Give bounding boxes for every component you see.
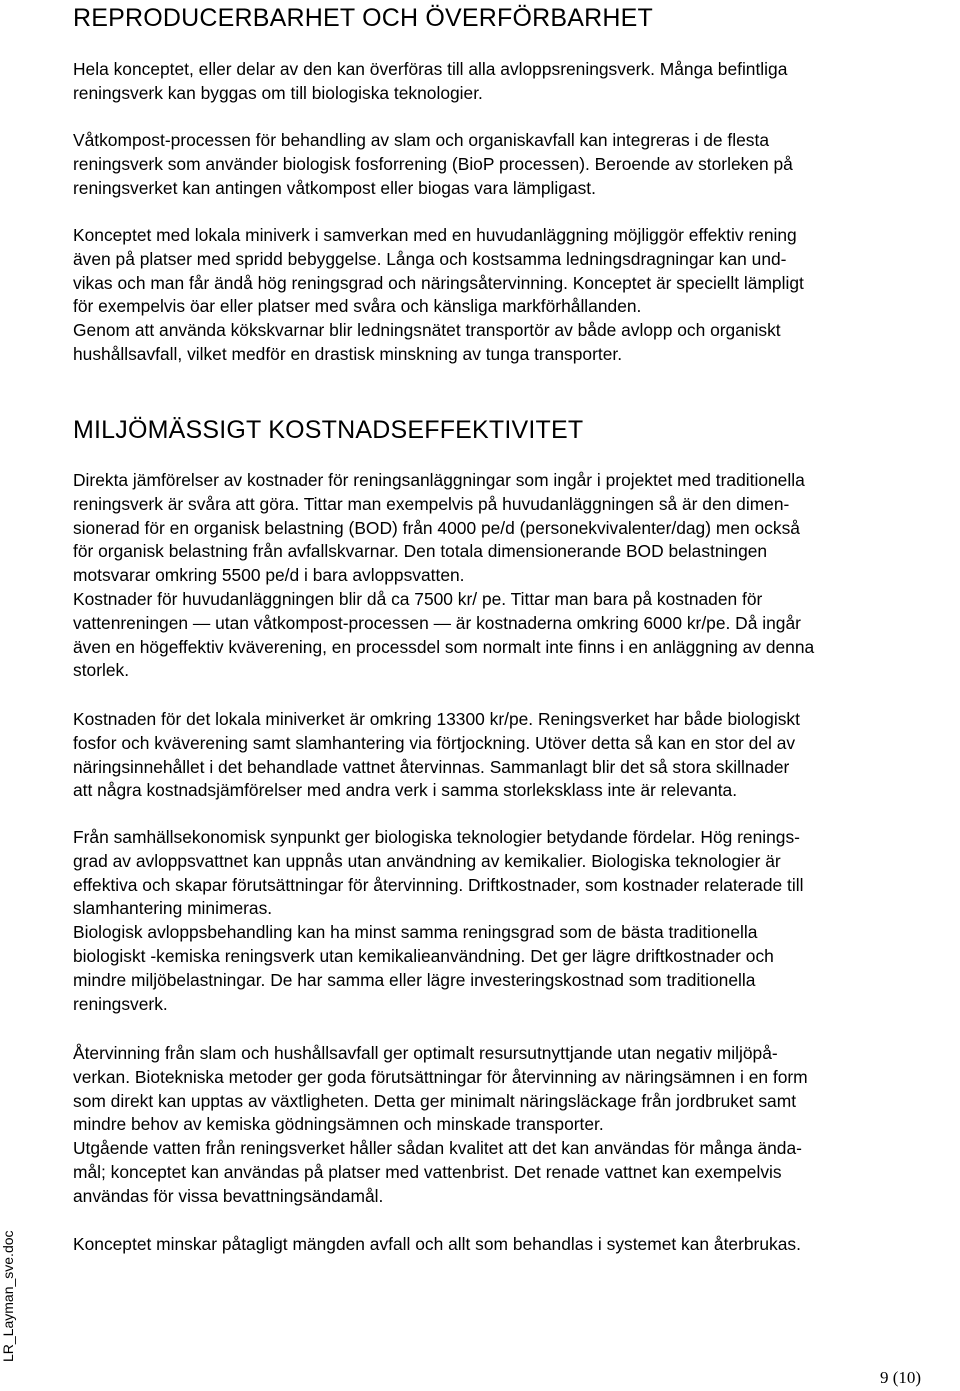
document-filename: LR_Layman_sve.doc — [0, 1230, 16, 1362]
text-line: reningsverk kan byggas om till biologiska teknologier. — [73, 82, 483, 103]
text-line: reningsverk. — [73, 993, 168, 1014]
text-line: mindre behov av kemiska gödningsämnen och minskade transporter. — [73, 1114, 604, 1135]
text-line: Våtkompost-processen för behandling av slam och organiskavfall kan integreras i de flesta — [73, 130, 769, 150]
text-line: användas för vissa bevattningsändamål. — [73, 1185, 384, 1206]
text-line: biologiskt -kemiska reningsverk utan kemikalieanvändning. Det ger lägre driftkostnader och — [73, 945, 774, 966]
text-line: vattenreningen — utan våtkompost-processen — är kostnaderna omkring 6000 kr/pe. Då ingår — [73, 612, 801, 633]
text-line: Biologisk avloppsbehandling kan ha minst samma reningsgrad som de bästa traditionella — [73, 922, 758, 943]
text-line: Direkta jämförelser av kostnader för reningsanläggningar som ingår i projektet med traditionella — [73, 470, 805, 490]
text-line: Hela konceptet, eller delar av den kan överföras till alla avloppsreningsverk. Många befintliga — [73, 59, 788, 79]
text-line: även en högeffektiv kväverening, en processdel som normalt inte finns i en anläggning av denna — [73, 636, 815, 657]
text-line: reningsverk är svåra att göra. Tittar man exempelvis på huvudanläggningen så är den dimen- — [73, 493, 790, 514]
section-heading: MILJÖMÄSSIGT KOSTNADSEFFEKTIVITET — [73, 416, 584, 444]
text-line: Från samhällsekonomisk synpunkt ger biologiska teknologier betydande fördelar. Hög renings- — [73, 827, 800, 847]
paragraph — [73, 1233, 801, 1257]
paragraph — [73, 826, 803, 1016]
paragraph — [73, 1042, 808, 1209]
text-line: sionerad för en organisk belastning (BOD) från 4000 pe/d (personekvivalenter/dag) men också — [73, 517, 800, 538]
text-line: Konceptet minskar påtagligt mängden avfall och allt som behandlas i systemet kan återbrukas. — [73, 1234, 801, 1254]
text-line: för organisk belastning från avfallskvarnar. Den totala dimensionerande BOD belastningen — [73, 541, 768, 562]
text-line: även på platser med spridd bebyggelse. Långa och kostsamma ledningsdragningar kan und- — [73, 248, 787, 269]
text-line: effektiva och skapar förutsättningar för återvinning. Driftkostnader, som kostnader relaterade till — [73, 874, 804, 895]
text-line: näringsinnehållet i det behandlade vattnet återvinnas. Sammanlagt blir det så stora skillnader — [73, 756, 790, 777]
paragraph — [73, 708, 800, 803]
text-line: som direkt kan upptas av växtligheten. Detta ger minimalt näringsläckage från jordbruket samt — [73, 1090, 797, 1111]
paragraph — [73, 224, 804, 367]
text-line: hushållsavfall, vilket medför en drastisk minskning av tunga transporter. — [73, 343, 623, 364]
text-line: för exempelvis öar eller platser med svåra och känsliga markförhållanden. — [73, 296, 642, 317]
page-number: 9 (10) — [880, 1368, 922, 1387]
text-line: Konceptet med lokala miniverk i samverkan med en huvudanläggning möjliggör effektiv rening — [73, 225, 797, 245]
text-line: att några kostnadsjämförelser med andra verk i samma storleksklass inte är relevanta. — [73, 780, 738, 801]
text-line: Utgående vatten från reningsverket håller sådan kvalitet att det kan användas för många ända- — [73, 1138, 802, 1159]
text-line: mål; konceptet kan användas på platser med vattenbrist. Det renade vattnet kan exempelvis — [73, 1161, 782, 1182]
section-heading: REPRODUCERBARHET OCH ÖVERFÖRBARHET — [73, 4, 654, 32]
text-line: fosfor och kväverening samt slamhantering via förtjockning. Utöver detta så kan en stor del av — [73, 732, 796, 753]
text-line: reningsverket kan antingen våtkompost eller biogas vara lämpligast. — [73, 177, 596, 198]
text-line: reningsverk som använder biologisk fosforrening (BioP processen). Beroende av storleken på — [73, 153, 793, 174]
text-line: grad av avloppsvattnet kan uppnås utan användning av kemikalier. Biologiska teknologier är — [73, 850, 781, 871]
text-line: mindre miljöbelastningar. De har samma eller lägre investeringskostnad som traditionella — [73, 969, 756, 990]
text-line: Genom att använda kökskvarnar blir ledningsnätet transportör av både avlopp och organiskt — [73, 320, 781, 341]
paragraph — [73, 129, 793, 200]
paragraph — [73, 469, 814, 683]
paragraph — [73, 58, 787, 106]
text-line: verkan. Biotekniska metoder ger goda förutsättningar för återvinning av näringsämnen i en form — [73, 1066, 808, 1087]
text-line: slamhantering minimeras. — [73, 898, 273, 919]
text-line: Kostnaden för det lokala miniverket är omkring 13300 kr/pe. Reningsverket har både biologiskt — [73, 709, 800, 729]
text-line: motsvarar omkring 5500 pe/d i bara avloppsvatten. — [73, 565, 465, 586]
text-line: vikas och man får ändå hög reningsgrad och näringsåtervinning. Konceptet är speciellt lämpligt — [73, 272, 804, 293]
text-line: storlek. — [73, 660, 130, 681]
text-line: Återvinning från slam och hushållsavfall ger optimalt resursutnyttjande utan negativ miljöpå- — [73, 1043, 778, 1063]
text-line: Kostnader för huvudanläggningen blir då ca 7500 kr/ pe. Tittar man bara på kostnaden för — [73, 588, 763, 609]
